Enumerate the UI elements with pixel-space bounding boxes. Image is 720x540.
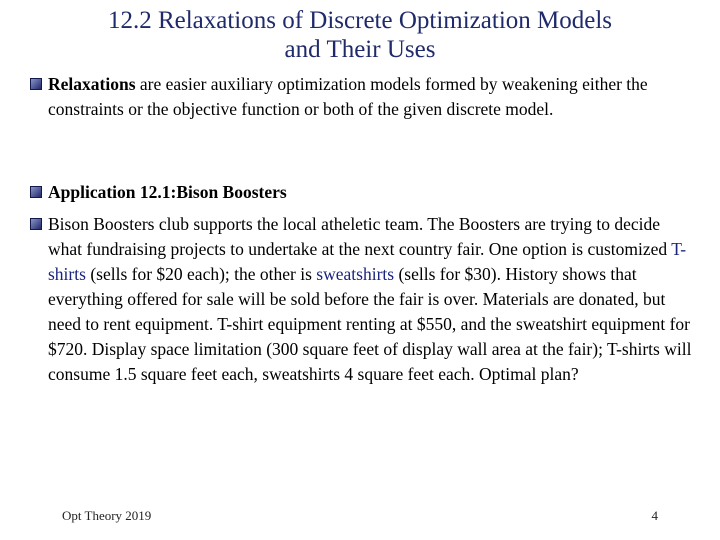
relaxations-term: Relaxations [48, 74, 136, 94]
bullet-relaxations [30, 72, 695, 122]
footer-course: Opt Theory 2019 [62, 508, 152, 523]
bullet-application-heading [30, 180, 695, 205]
problem-text-part-2: (sells for $20 each); the other is [85, 264, 317, 284]
slide-title-line-2: and Their Uses [284, 36, 436, 63]
bullet-square-icon [30, 218, 42, 230]
bullet-square-icon [30, 78, 42, 90]
slide-title-line-1: 12.2 Relaxations of Discrete Optimization Models [107, 7, 613, 34]
bullet-bison-boosters [30, 212, 695, 387]
slide-title [0, 6, 720, 64]
relaxations-definition: are easier auxiliary optimization models formed by weakening either the constraints or the objective function or both of the given discrete model. [48, 74, 648, 119]
application-heading: Application 12.1:Bison Boosters [48, 182, 287, 202]
tshirts-term: T-shirts [48, 239, 687, 284]
footer-page-number: 4 [651, 508, 658, 523]
problem-text-part-1: Bison Boosters club supports the local atheletic team. The Boosters are trying to decide what fundraising projects to undertake at the next country fair. One option is customized [48, 214, 672, 259]
bullet-square-icon [30, 186, 42, 198]
sweatshirts-term: sweatshirts [316, 264, 395, 284]
problem-text-part-3: (sells for $30). History shows that everything offered for sale will be sold before the fair is over. Materials are donated, but need to rent equipment. T-shirt equipment renting at $550, and the sweatshirt equipment for $720. Display space limitation (300 square feet of display wall area at the fair); T-shirts will consume 1.5 square feet each, sweatshirts 4 square feet each. Optimal plan? [48, 264, 692, 384]
